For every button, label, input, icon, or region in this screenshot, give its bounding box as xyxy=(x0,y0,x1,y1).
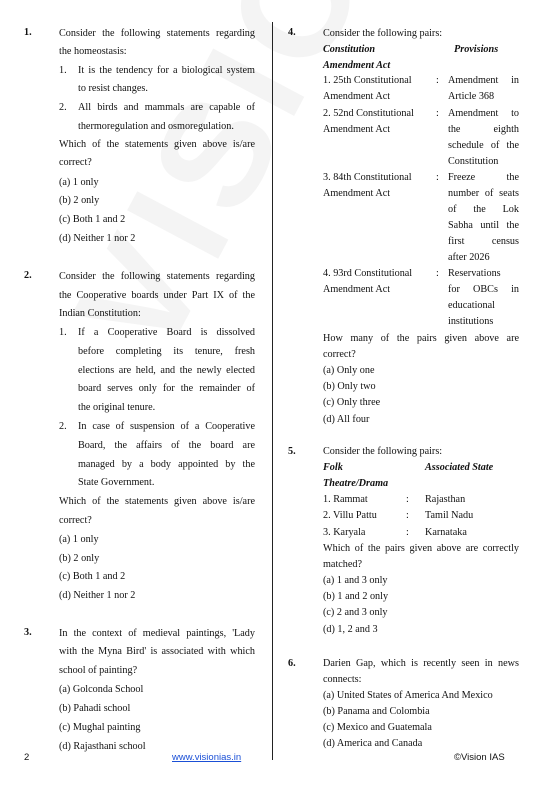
column-header: Constitution xyxy=(323,44,376,55)
copyright: ©Vision IAS xyxy=(454,752,505,763)
question-ask: correct? xyxy=(323,349,356,360)
statement-text: thermoregulation and osmoregulation. xyxy=(78,121,234,132)
option: (b) 2 only xyxy=(59,195,100,206)
question-stem: the homeostasis: xyxy=(59,46,127,57)
option: (b) 1 and 2 only xyxy=(323,591,389,602)
column-header: Amendment Act xyxy=(323,60,391,71)
question-stem: Consider the following statements regarding xyxy=(59,28,255,39)
pair-left: 3. 84th Constitutional xyxy=(323,172,412,183)
pair-right: Article 368 xyxy=(448,91,495,102)
option: (a) 1 and 3 only xyxy=(323,575,388,586)
pair-left: Amendment Act xyxy=(323,188,391,199)
question-number: 4. xyxy=(288,27,296,38)
question-stem: Consider the following statements regarding xyxy=(59,271,255,282)
column-header: Folk xyxy=(323,462,343,473)
option: (d) America and Canada xyxy=(323,738,423,749)
option: (c) Both 1 and 2 xyxy=(59,571,126,582)
page-number: 2 xyxy=(24,752,30,763)
question-number: 2. xyxy=(24,270,32,281)
pair-left: 4. 93rd Constitutional xyxy=(323,268,413,279)
column-header: Provisions xyxy=(454,44,499,55)
pair-right: Constitution xyxy=(448,156,499,167)
pair-left: Amendment Act xyxy=(323,284,391,295)
pair-right: institutions xyxy=(448,316,494,327)
question-stem: the Cooperative boards under Part IX of the xyxy=(59,290,255,301)
statement-number: 2. xyxy=(59,421,67,432)
option: (d) Rajasthani school xyxy=(59,741,146,752)
pair-left: Amendment Act xyxy=(323,91,391,102)
statement-text: Board, the affairs of the board are xyxy=(78,440,255,451)
option: (b) 2 only xyxy=(59,553,100,564)
option: (a) 1 only xyxy=(59,177,99,188)
column-divider xyxy=(272,22,273,760)
question-ask: correct? xyxy=(59,515,92,526)
question-stem: Consider the following pairs: xyxy=(323,446,443,457)
question-number: 1. xyxy=(24,27,32,38)
option: (a) Only one xyxy=(323,365,375,376)
pair-right: Freeze the xyxy=(448,172,519,183)
pair-right: Karnataka xyxy=(425,527,467,538)
pair-right: first census xyxy=(448,236,519,247)
pair-right: schedule of the xyxy=(448,140,519,151)
pair-separator: : xyxy=(406,527,409,538)
pair-separator: : xyxy=(436,108,439,119)
statement-text: It is the tendency for a biological system xyxy=(78,65,255,76)
pair-right: Rajasthan xyxy=(425,494,466,505)
statement-text: to resist changes. xyxy=(78,83,148,94)
pair-right: the eighth xyxy=(448,124,519,135)
pair-left: 3. Karyala xyxy=(323,527,366,538)
pair-left: Amendment Act xyxy=(323,124,391,135)
pair-right: for OBCs in xyxy=(448,284,519,295)
pair-right: after 2026 xyxy=(448,252,490,263)
option: (a) Golconda School xyxy=(59,684,144,695)
statement-number: 1. xyxy=(59,327,67,338)
option: (d) 1, 2 and 3 xyxy=(323,624,378,635)
column-header: Theatre/Drama xyxy=(323,478,389,489)
statement-text: If a Cooperative Board is dissolved xyxy=(78,327,255,338)
pair-right: of the Lok xyxy=(448,204,519,215)
option: (c) Only three xyxy=(323,397,381,408)
pair-left: 1. Rammat xyxy=(323,494,368,505)
pair-left: 2. Villu Pattu xyxy=(323,510,377,521)
option: (d) Neither 1 nor 2 xyxy=(59,590,136,601)
statement-text: elections are held, and the newly elected xyxy=(78,365,255,376)
question-ask: matched? xyxy=(323,559,363,570)
statement-number: 2. xyxy=(59,102,67,113)
question-ask: Which of the statements given above is/are xyxy=(59,139,255,150)
pair-left: 1. 25th Constitutional xyxy=(323,75,412,86)
pair-separator: : xyxy=(436,268,439,279)
option: (c) Mughal painting xyxy=(59,722,141,733)
option: (d) All four xyxy=(323,414,370,425)
statement-text: All birds and mammals are capable of xyxy=(78,102,255,113)
option: (c) Mexico and Guatemala xyxy=(323,722,432,733)
pair-left: 2. 52nd Constitutional xyxy=(323,108,414,119)
option: (a) United States of America And Mexico xyxy=(323,690,493,701)
question-stem: connects: xyxy=(323,674,362,685)
option: (b) Only two xyxy=(323,381,376,392)
option: (b) Pahadi school xyxy=(59,703,131,714)
pair-separator: : xyxy=(406,494,409,505)
pair-separator: : xyxy=(436,172,439,183)
question-stem: Indian Constitution: xyxy=(59,308,141,319)
option: (a) 1 only xyxy=(59,534,99,545)
statement-text: before completing its tenure, fresh xyxy=(78,346,255,357)
pair-right: Tamil Nadu xyxy=(425,510,474,521)
statement-text: In case of suspension of a Cooperative xyxy=(78,421,255,432)
option: (c) Both 1 and 2 xyxy=(59,214,126,225)
statement-text: State Government. xyxy=(78,477,155,488)
question-ask: correct? xyxy=(59,157,92,168)
question-stem: Darien Gap, which is recently seen in news xyxy=(323,658,519,669)
option: (c) 2 and 3 only xyxy=(323,607,388,618)
statement-text: managed by a body appointed by the xyxy=(78,459,255,470)
question-stem: Consider the following pairs: xyxy=(323,28,443,39)
question-stem: school of painting? xyxy=(59,665,138,676)
statement-text: board serves only for the remainder of xyxy=(78,383,255,394)
statement-number: 1. xyxy=(59,65,67,76)
question-ask: Which of the statements given above is/are xyxy=(59,496,255,507)
pair-right: number of seats xyxy=(448,188,519,199)
statement-text: the original tenure. xyxy=(78,402,156,413)
pair-right: Reservations xyxy=(448,268,501,279)
question-number: 3. xyxy=(24,627,32,638)
question-stem: with the Myna Bird' is associated with which xyxy=(59,646,255,657)
question-ask: Which of the pairs given above are correctly xyxy=(323,543,519,554)
question-number: 6. xyxy=(288,658,296,669)
pair-separator: : xyxy=(436,75,439,86)
question-stem: In the context of medieval paintings, 'Lady xyxy=(59,628,255,639)
question-ask: How many of the pairs given above are xyxy=(323,333,519,344)
pair-right: educational xyxy=(448,300,495,311)
option: (b) Panama and Colombia xyxy=(323,706,430,717)
option: (d) Neither 1 nor 2 xyxy=(59,233,136,244)
pair-right: Amendment to xyxy=(448,108,519,119)
column-header: Associated State xyxy=(425,462,494,473)
pair-right: Sabha until the xyxy=(448,220,519,231)
question-number: 5. xyxy=(288,446,296,457)
pair-right: Amendment in xyxy=(448,75,519,86)
pair-separator: : xyxy=(406,510,409,521)
website-link[interactable]: www.visionias.in xyxy=(172,752,242,763)
